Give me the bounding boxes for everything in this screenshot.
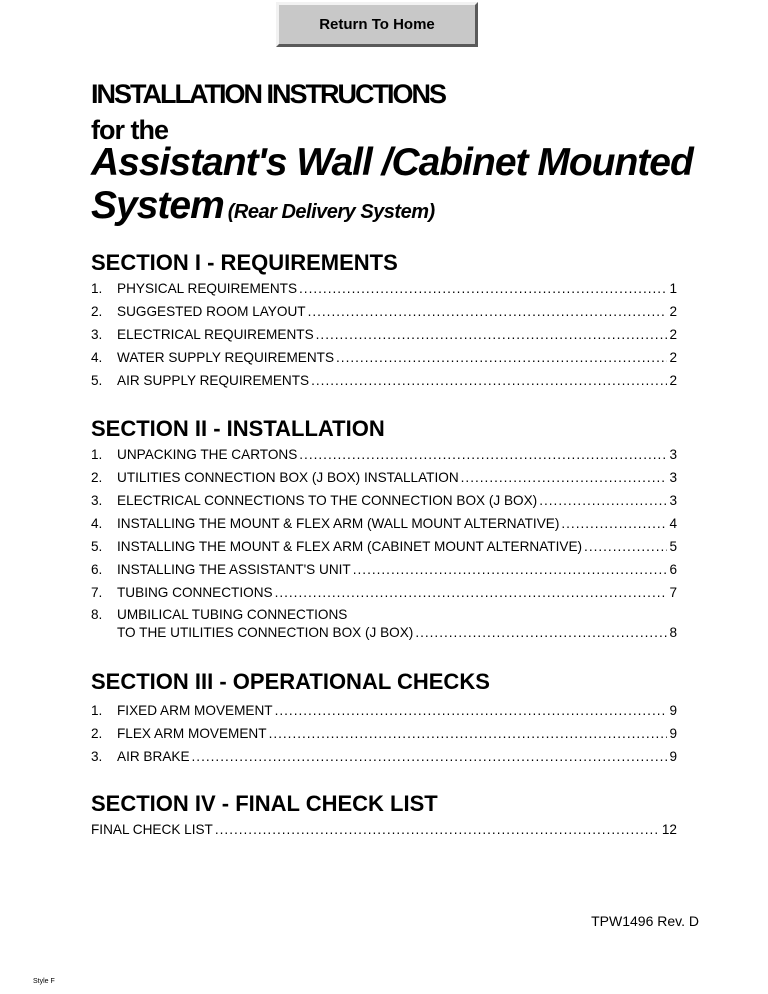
document-code: TPW1496 Rev. D [591, 913, 699, 929]
toc-entry[interactable] [91, 277, 677, 300]
toc-leader [311, 369, 667, 392]
toc-label: AIR BRAKE [117, 749, 190, 764]
toc-label: AIR SUPPLY REQUIREMENTS [117, 373, 310, 388]
toc-num: 2. [91, 726, 103, 741]
toc-num: 1. [91, 703, 103, 718]
section-4-toc [91, 818, 677, 841]
toc-entry[interactable] [91, 369, 677, 392]
toc-leader [215, 818, 660, 841]
doc-title-line3: Assistant's Wall /Cabinet Mounted [91, 141, 693, 184]
toc-page: 9 [669, 749, 677, 764]
toc-entry[interactable] [91, 443, 677, 466]
toc-label: UTILITIES CONNECTION BOX (J BOX) INSTALLATION [117, 470, 459, 485]
toc-num: 1. [91, 281, 103, 296]
toc-num: 6. [91, 562, 103, 577]
toc-page: 3 [669, 493, 677, 508]
toc-num: 5. [91, 373, 103, 388]
toc-leader [192, 745, 668, 768]
toc-leader [539, 489, 667, 512]
toc-num: 7. [91, 585, 103, 600]
section-2-toc [91, 443, 677, 643]
toc-page: 9 [669, 703, 677, 718]
toc-page: 7 [669, 585, 677, 600]
doc-title-line4 [91, 184, 435, 234]
toc-label: SUGGESTED ROOM LAYOUT [117, 304, 306, 319]
toc-num: 3. [91, 327, 103, 342]
toc-entry[interactable] [91, 300, 677, 323]
toc-label: INSTALLING THE MOUNT & FLEX ARM (WALL MOUNT ALTERNATIVE) [117, 516, 560, 531]
return-to-home-button[interactable]: Return To Home [276, 2, 478, 47]
toc-page: 3 [669, 470, 677, 485]
toc-entry[interactable] [91, 535, 677, 558]
toc-leader [308, 300, 668, 323]
toc-page: 3 [669, 447, 677, 462]
doc-title-subtitle: (Rear Delivery System) [227, 201, 435, 223]
toc-leader [336, 346, 667, 369]
toc-leader [353, 558, 668, 581]
toc-label: FIXED ARM MOVEMENT [117, 703, 273, 718]
toc-entry[interactable] [91, 699, 677, 722]
toc-num: 4. [91, 516, 103, 531]
section-3-heading: SECTION III - OPERATIONAL CHECKS [91, 669, 490, 694]
section-3-toc [91, 699, 677, 768]
section-1-toc [91, 277, 677, 392]
toc-page: 2 [669, 373, 677, 388]
toc-entry[interactable] [91, 745, 677, 768]
toc-entry[interactable] [91, 722, 677, 745]
toc-page: 4 [669, 516, 677, 531]
toc-label: INSTALLING THE ASSISTANT'S UNIT [117, 562, 351, 577]
toc-label: TO THE UTILITIES CONNECTION BOX (J BOX) [117, 625, 414, 640]
toc-label: UNPACKING THE CARTONS [117, 447, 298, 462]
doc-title-line2: for the [91, 115, 168, 145]
toc-label: UMBILICAL TUBING CONNECTIONS [117, 607, 348, 622]
toc-label: FINAL CHECK LIST [91, 822, 213, 837]
toc-entry[interactable] [91, 607, 677, 623]
toc-entry[interactable] [91, 323, 677, 346]
toc-label: FLEX ARM MOVEMENT [117, 726, 267, 741]
toc-num: 4. [91, 350, 103, 365]
toc-leader [561, 512, 667, 535]
section-2-heading: SECTION II - INSTALLATION [91, 416, 385, 441]
toc-num: 3. [91, 493, 103, 508]
toc-page: 12 [661, 822, 677, 837]
toc-label: TUBING CONNECTIONS [117, 585, 273, 600]
toc-entry-continuation[interactable] [91, 623, 677, 643]
toc-num: 8. [91, 607, 103, 622]
toc-num: 3. [91, 749, 103, 764]
style-tag: Style F [33, 978, 55, 985]
doc-title-line1: INSTALLATION INSTRUCTIONS [91, 79, 445, 109]
toc-leader [415, 623, 667, 643]
toc-entry[interactable] [91, 512, 677, 535]
toc-label: WATER SUPPLY REQUIREMENTS [117, 350, 335, 365]
toc-num: 1. [91, 447, 103, 462]
toc-label: INSTALLING THE MOUNT & FLEX ARM (CABINET MOUNT ALTERNATIVE) [117, 539, 583, 554]
toc-leader [275, 581, 668, 604]
toc-num: 5. [91, 539, 103, 554]
toc-leader [299, 443, 667, 466]
toc-leader [584, 535, 667, 558]
toc-page: 2 [669, 327, 677, 342]
toc-entry[interactable] [91, 581, 677, 604]
toc-label: ELECTRICAL REQUIREMENTS [117, 327, 314, 342]
toc-page: 2 [669, 304, 677, 319]
toc-leader [299, 277, 667, 300]
toc-num: 2. [91, 304, 103, 319]
toc-leader [316, 323, 668, 346]
toc-entry[interactable] [91, 558, 677, 581]
toc-label: PHYSICAL REQUIREMENTS [117, 281, 298, 296]
toc-leader [269, 722, 668, 745]
toc-entry[interactable] [91, 489, 677, 512]
toc-page: 2 [669, 350, 677, 365]
toc-page: 6 [669, 562, 677, 577]
toc-page: 5 [669, 539, 677, 554]
toc-page: 8 [669, 625, 677, 640]
section-4-heading: SECTION IV - FINAL CHECK LIST [91, 791, 438, 816]
toc-num: 2. [91, 470, 103, 485]
toc-entry[interactable] [91, 818, 677, 841]
toc-label: ELECTRICAL CONNECTIONS TO THE CONNECTION BOX (J BOX) [117, 493, 538, 508]
toc-leader [275, 699, 668, 722]
toc-leader [461, 466, 668, 489]
toc-page: 9 [669, 726, 677, 741]
toc-entry[interactable] [91, 466, 677, 489]
doc-title-system: System [91, 184, 224, 227]
toc-page: 1 [669, 281, 677, 296]
toc-entry[interactable] [91, 346, 677, 369]
section-1-heading: SECTION I - REQUIREMENTS [91, 250, 398, 275]
